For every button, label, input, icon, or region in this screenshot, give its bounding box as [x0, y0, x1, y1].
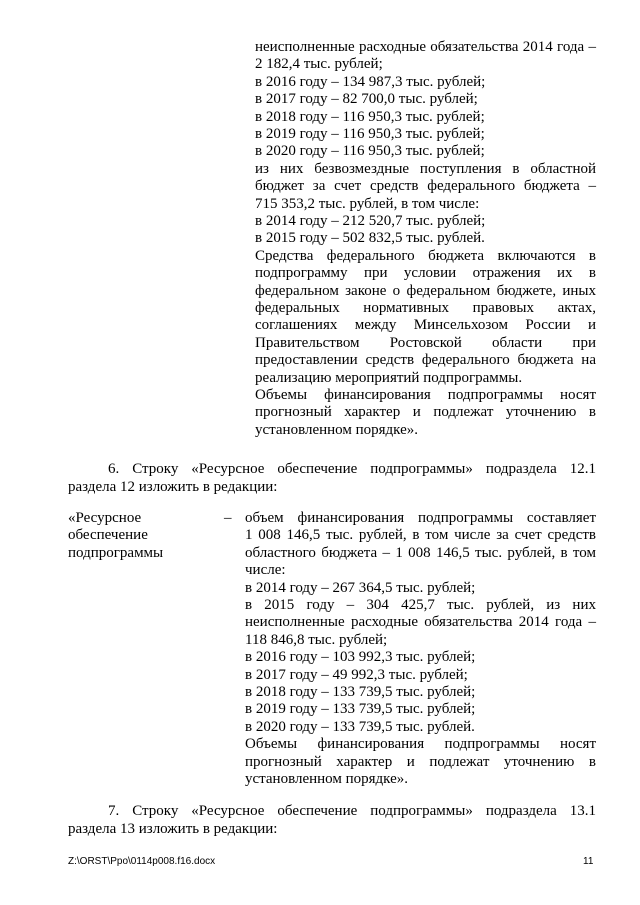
top-text-line: в 2015 году – 502 832,5 тыс. рублей.: [255, 230, 485, 247]
footer-page-number: 11: [583, 856, 594, 867]
top-text-line: 715 353,2 тыс. рублей, в том числе:: [255, 195, 480, 212]
table-value-line: в 2014 году – 267 364,5 тыс. рублей;: [245, 579, 476, 596]
top-text-line: бюджет за счет средств федерального бюджета –: [255, 178, 596, 195]
table-value-line: в 2016 году – 103 992,3 тыс. рублей;: [245, 649, 476, 666]
item6-line2: раздела 12 изложить в редакции:: [68, 479, 278, 495]
table-label-line: обеспечение: [68, 527, 148, 544]
top-text-line: соглашениях между Минсельхозом России и: [255, 317, 596, 334]
table-value-line: числе:: [245, 562, 286, 579]
table-value-line: в 2019 году – 133 739,5 тыс. рублей;: [245, 701, 476, 718]
top-text-line: Средства федерального бюджета включаются в: [255, 247, 596, 264]
top-text-line: из них безвозмездные поступления в областной: [255, 160, 596, 177]
item7-line1: 7. Строку «Ресурсное обеспечение подпрограммы» подраздела 13.1: [108, 803, 596, 819]
top-text-line: неисполненные расходные обязательства 2014 года –: [255, 39, 596, 55]
top-text-line: в 2019 году – 116 950,3 тыс. рублей;: [255, 126, 485, 142]
table-label-line: «Ресурсное: [68, 510, 142, 526]
top-text-line: установленном порядке».: [255, 421, 419, 438]
top-text-line: реализацию мероприятий подпрограммы.: [255, 369, 523, 386]
table-value-line: прогнозный характер и подлежат уточнению в: [245, 753, 596, 770]
table-value-line: Объемы финансирования подпрограммы носят: [245, 736, 596, 753]
table-value-line: объем финансирования подпрограммы составляет: [245, 510, 596, 526]
top-text-line: федеральных нормативных правовых актах,: [255, 300, 596, 316]
table-value-line: 118 846,8 тыс. рублей;: [245, 631, 388, 648]
table-label-line: подпрограммы: [68, 544, 164, 561]
table-value-line: неисполненные расходные обязательства 2014 года –: [245, 614, 596, 631]
top-text-line: Объемы финансирования подпрограммы носят: [255, 387, 596, 403]
top-text-line: Правительством Ростовской области при: [255, 334, 596, 351]
top-text-line: в 2017 году – 82 700,0 тыс. рублей;: [255, 91, 478, 108]
top-text-line: в 2018 году – 116 950,3 тыс. рублей;: [255, 108, 485, 125]
top-text-line: подпрограмму при условии отражения их в: [255, 265, 596, 282]
table-value-line: в 2015 году – 304 425,7 тыс. рублей, из них: [245, 597, 596, 613]
top-text-line: 2 182,4 тыс. рублей;: [255, 56, 383, 73]
table-value-line: установленном порядке».: [245, 771, 409, 787]
table-value-line: 1 008 146,5 тыс. рублей, в том числе за счет средств: [245, 527, 596, 544]
top-text-line: в 2020 году – 116 950,3 тыс. рублей;: [255, 143, 485, 160]
top-text-line: в 2014 году – 212 520,7 тыс. рублей;: [255, 213, 486, 229]
top-text-line: предоставлении средств федерального бюджета на: [255, 352, 596, 369]
table-value-line: в 2020 году – 133 739,5 тыс. рублей.: [245, 718, 475, 735]
item7-line2: раздела 13 изложить в редакции:: [68, 821, 278, 837]
table-value-line: в 2018 году – 133 739,5 тыс. рублей;: [245, 684, 476, 700]
item6-line1: 6. Строку «Ресурсное обеспечение подпрограммы» подраздела 12.1: [108, 461, 596, 477]
table-dash: –: [224, 510, 232, 526]
top-text-line: федеральном законе о федеральном бюджете, иных: [255, 282, 596, 299]
table-value-line: областного бюджета – 1 008 146,5 тыс. рублей, в том: [245, 544, 596, 561]
top-text-line: прогнозный характер и подлежат уточнению в: [255, 404, 596, 421]
footer-file-path: Z:\ORST\Ppo\0114p008.f16.docx: [68, 856, 216, 867]
top-text-line: в 2016 году – 134 987,3 тыс. рублей;: [255, 73, 486, 90]
table-value-line: в 2017 году – 49 992,3 тыс. рублей;: [245, 666, 468, 683]
